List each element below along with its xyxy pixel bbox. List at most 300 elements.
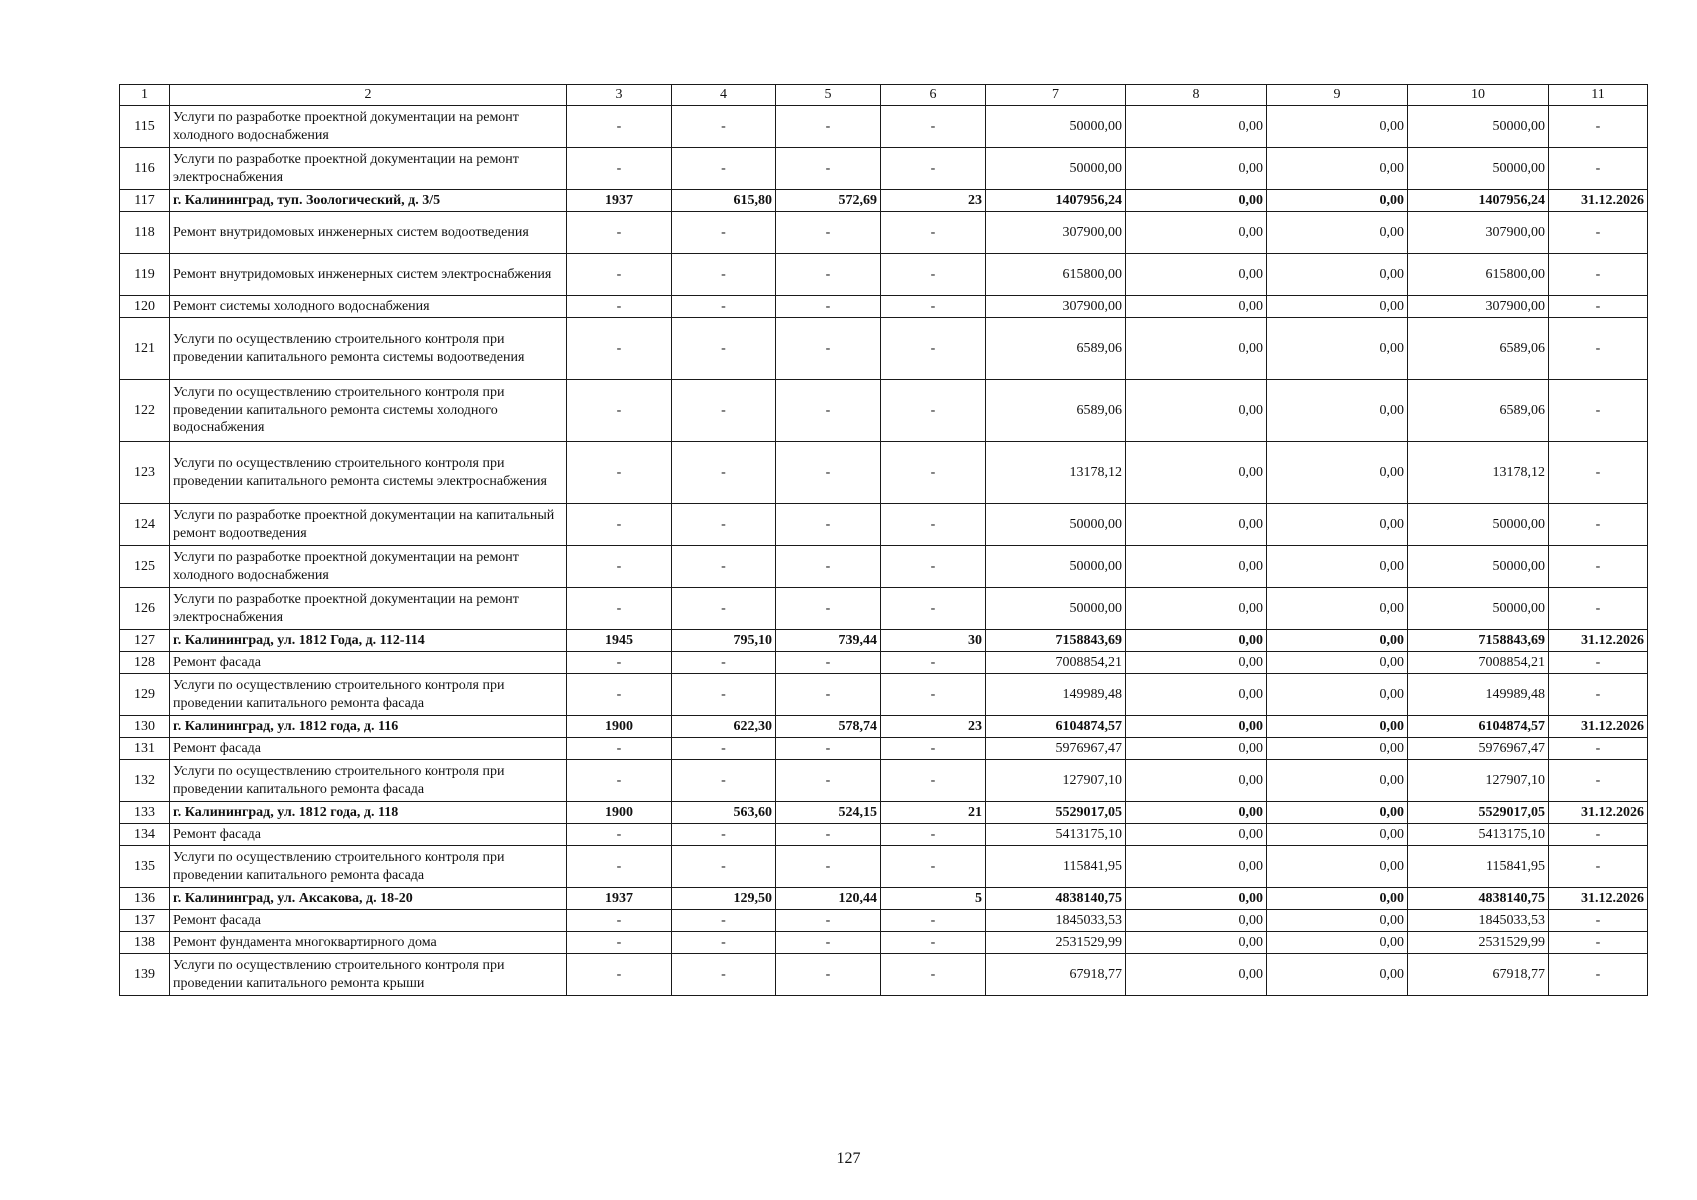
row-number-cell: 131 (120, 738, 170, 760)
column-header-1: 1 (120, 85, 170, 106)
column-number-header-row (120, 85, 1648, 106)
column-9-cell: 0,00 (1267, 674, 1408, 716)
column-9-cell: 0,00 (1267, 148, 1408, 190)
column-6-cell: - (881, 148, 986, 190)
completion-date-cell: - (1549, 212, 1648, 254)
column-8-cell: 0,00 (1126, 674, 1267, 716)
column-4-cell: - (672, 296, 776, 318)
column-6-cell: - (881, 504, 986, 546)
column-header-4: 4 (672, 85, 776, 106)
year-cell: - (567, 380, 672, 442)
column-5-cell: - (776, 442, 881, 504)
year-cell: - (567, 824, 672, 846)
completion-date-cell: - (1549, 652, 1648, 674)
column-header-2: 2 (170, 85, 567, 106)
column-4-cell: - (672, 738, 776, 760)
description-cell: Ремонт фасада (170, 738, 567, 760)
row-number-cell: 126 (120, 588, 170, 630)
column-8-cell: 0,00 (1126, 442, 1267, 504)
column-9-cell: 0,00 (1267, 190, 1408, 212)
column-8-cell: 0,00 (1126, 546, 1267, 588)
year-cell: - (567, 212, 672, 254)
description-cell: Ремонт фасада (170, 824, 567, 846)
column-9-cell: 0,00 (1267, 106, 1408, 148)
column-4-cell: - (672, 824, 776, 846)
capital-repair-table (119, 84, 1648, 996)
address-row (120, 630, 1648, 652)
column-5-cell: 572,69 (776, 190, 881, 212)
description-cell: Услуги по разработке проектной документации на ремонт холодного водоснабжения (170, 546, 567, 588)
column-10-cell: 127907,10 (1408, 760, 1549, 802)
column-5-cell: - (776, 212, 881, 254)
year-cell: - (567, 674, 672, 716)
year-cell: - (567, 910, 672, 932)
column-4-cell: 622,30 (672, 716, 776, 738)
row-number-cell: 135 (120, 846, 170, 888)
row-number-cell: 116 (120, 148, 170, 190)
year-cell: - (567, 932, 672, 954)
year-cell: - (567, 106, 672, 148)
work-item-row (120, 760, 1648, 802)
column-9-cell: 0,00 (1267, 630, 1408, 652)
work-item-row (120, 380, 1648, 442)
total-cost-cell: 615800,00 (986, 254, 1126, 296)
row-number-cell: 124 (120, 504, 170, 546)
column-9-cell: 0,00 (1267, 954, 1408, 996)
column-6-cell: - (881, 652, 986, 674)
address-row (120, 888, 1648, 910)
total-cost-cell: 50000,00 (986, 504, 1126, 546)
work-item-row (120, 318, 1648, 380)
column-8-cell: 0,00 (1126, 932, 1267, 954)
column-8-cell: 0,00 (1126, 716, 1267, 738)
row-number-cell: 133 (120, 802, 170, 824)
column-header-3: 3 (567, 85, 672, 106)
completion-date-cell: - (1549, 760, 1648, 802)
description-cell: Услуги по разработке проектной документации на ремонт электроснабжения (170, 588, 567, 630)
total-cost-cell: 5413175,10 (986, 824, 1126, 846)
completion-date-cell: - (1549, 254, 1648, 296)
total-cost-cell: 1845033,53 (986, 910, 1126, 932)
column-8-cell: 0,00 (1126, 254, 1267, 296)
page-number: 127 (836, 1150, 861, 1167)
total-cost-cell: 127907,10 (986, 760, 1126, 802)
column-9-cell: 0,00 (1267, 296, 1408, 318)
column-10-cell: 5976967,47 (1408, 738, 1549, 760)
column-5-cell: - (776, 254, 881, 296)
column-9-cell: 0,00 (1267, 380, 1408, 442)
completion-date-cell: 31.12.2026 (1549, 716, 1648, 738)
year-cell: 1900 (567, 802, 672, 824)
column-4-cell: - (672, 380, 776, 442)
column-8-cell: 0,00 (1126, 318, 1267, 380)
row-number-cell: 118 (120, 212, 170, 254)
year-cell: - (567, 954, 672, 996)
completion-date-cell: - (1549, 846, 1648, 888)
work-item-row (120, 846, 1648, 888)
column-9-cell: 0,00 (1267, 546, 1408, 588)
row-number-cell: 132 (120, 760, 170, 802)
column-5-cell: - (776, 652, 881, 674)
column-5-cell: - (776, 674, 881, 716)
row-number-cell: 134 (120, 824, 170, 846)
column-8-cell: 0,00 (1126, 738, 1267, 760)
column-5-cell: 578,74 (776, 716, 881, 738)
column-10-cell: 307900,00 (1408, 296, 1549, 318)
row-number-cell: 130 (120, 716, 170, 738)
total-cost-cell: 7008854,21 (986, 652, 1126, 674)
address-row (120, 190, 1648, 212)
column-6-cell: - (881, 932, 986, 954)
column-8-cell: 0,00 (1126, 910, 1267, 932)
column-6-cell: - (881, 254, 986, 296)
column-8-cell: 0,00 (1126, 296, 1267, 318)
column-10-cell: 115841,95 (1408, 846, 1549, 888)
description-cell: Ремонт системы холодного водоснабжения (170, 296, 567, 318)
total-cost-cell: 13178,12 (986, 442, 1126, 504)
work-item-row (120, 910, 1648, 932)
column-4-cell: - (672, 932, 776, 954)
column-8-cell: 0,00 (1126, 652, 1267, 674)
column-header-10: 10 (1408, 85, 1549, 106)
row-number-cell: 139 (120, 954, 170, 996)
column-header-9: 9 (1267, 85, 1408, 106)
completion-date-cell: - (1549, 380, 1648, 442)
work-item-row (120, 824, 1648, 846)
row-number-cell: 120 (120, 296, 170, 318)
column-8-cell: 0,00 (1126, 802, 1267, 824)
column-5-cell: - (776, 546, 881, 588)
year-cell: - (567, 504, 672, 546)
column-10-cell: 149989,48 (1408, 674, 1549, 716)
description-cell: Услуги по осуществлению строительного контроля при проведении капитального ремонта крыши (170, 954, 567, 996)
year-cell: - (567, 652, 672, 674)
column-4-cell: - (672, 318, 776, 380)
column-5-cell: - (776, 846, 881, 888)
description-cell: Услуги по осуществлению строительного контроля при проведении капитального ремонта фасада (170, 846, 567, 888)
column-8-cell: 0,00 (1126, 148, 1267, 190)
column-5-cell: 524,15 (776, 802, 881, 824)
column-10-cell: 50000,00 (1408, 148, 1549, 190)
column-header-5: 5 (776, 85, 881, 106)
column-10-cell: 1407956,24 (1408, 190, 1549, 212)
column-4-cell: - (672, 106, 776, 148)
column-4-cell: - (672, 910, 776, 932)
total-cost-cell: 50000,00 (986, 546, 1126, 588)
column-9-cell: 0,00 (1267, 212, 1408, 254)
column-header-6: 6 (881, 85, 986, 106)
work-item-row (120, 738, 1648, 760)
column-5-cell: - (776, 380, 881, 442)
column-9-cell: 0,00 (1267, 254, 1408, 296)
description-cell: г. Калининград, ул. 1812 года, д. 118 (170, 802, 567, 824)
column-8-cell: 0,00 (1126, 760, 1267, 802)
row-number-cell: 121 (120, 318, 170, 380)
column-10-cell: 7008854,21 (1408, 652, 1549, 674)
column-header-7: 7 (986, 85, 1126, 106)
column-9-cell: 0,00 (1267, 802, 1408, 824)
column-10-cell: 50000,00 (1408, 504, 1549, 546)
total-cost-cell: 149989,48 (986, 674, 1126, 716)
column-4-cell: 795,10 (672, 630, 776, 652)
total-cost-cell: 115841,95 (986, 846, 1126, 888)
completion-date-cell: - (1549, 824, 1648, 846)
column-8-cell: 0,00 (1126, 380, 1267, 442)
column-4-cell: - (672, 760, 776, 802)
year-cell: - (567, 846, 672, 888)
column-5-cell: - (776, 318, 881, 380)
work-item-row (120, 932, 1648, 954)
column-8-cell: 0,00 (1126, 888, 1267, 910)
column-9-cell: 0,00 (1267, 318, 1408, 380)
description-cell: Услуги по разработке проектной документации на капитальный ремонт водоотведения (170, 504, 567, 546)
column-6-cell: - (881, 318, 986, 380)
work-item-row (120, 588, 1648, 630)
column-6-cell: - (881, 760, 986, 802)
work-item-row (120, 954, 1648, 996)
year-cell: 1945 (567, 630, 672, 652)
column-4-cell: - (672, 954, 776, 996)
completion-date-cell: - (1549, 504, 1648, 546)
column-6-cell: 23 (881, 190, 986, 212)
column-6-cell: - (881, 380, 986, 442)
column-4-cell: 615,80 (672, 190, 776, 212)
column-6-cell: 30 (881, 630, 986, 652)
description-cell: Услуги по разработке проектной документации на ремонт холодного водоснабжения (170, 106, 567, 148)
row-number-cell: 125 (120, 546, 170, 588)
completion-date-cell: - (1549, 546, 1648, 588)
total-cost-cell: 307900,00 (986, 296, 1126, 318)
work-item-row (120, 106, 1648, 148)
row-number-cell: 117 (120, 190, 170, 212)
column-6-cell: - (881, 846, 986, 888)
column-10-cell: 2531529,99 (1408, 932, 1549, 954)
column-10-cell: 67918,77 (1408, 954, 1549, 996)
column-header-8: 8 (1126, 85, 1267, 106)
total-cost-cell: 6104874,57 (986, 716, 1126, 738)
column-5-cell: - (776, 760, 881, 802)
column-8-cell: 0,00 (1126, 504, 1267, 546)
address-row (120, 716, 1648, 738)
work-item-row (120, 504, 1648, 546)
year-cell: - (567, 546, 672, 588)
description-cell: г. Калининград, туп. Зоологический, д. 3/5 (170, 190, 567, 212)
column-header-11: 11 (1549, 85, 1648, 106)
table-body (120, 106, 1648, 996)
total-cost-cell: 50000,00 (986, 148, 1126, 190)
description-cell: г. Калининград, ул. Аксакова, д. 18-20 (170, 888, 567, 910)
column-6-cell: - (881, 212, 986, 254)
description-cell: Услуги по разработке проектной документации на ремонт электроснабжения (170, 148, 567, 190)
column-9-cell: 0,00 (1267, 824, 1408, 846)
description-cell: Услуги по осуществлению строительного контроля при проведении капитального ремонта системы электроснабжения (170, 442, 567, 504)
column-6-cell: 5 (881, 888, 986, 910)
year-cell: - (567, 442, 672, 504)
completion-date-cell: - (1549, 148, 1648, 190)
column-4-cell: - (672, 148, 776, 190)
work-item-row (120, 674, 1648, 716)
completion-date-cell: - (1549, 954, 1648, 996)
work-item-row (120, 148, 1648, 190)
total-cost-cell: 67918,77 (986, 954, 1126, 996)
column-10-cell: 615800,00 (1408, 254, 1549, 296)
completion-date-cell: - (1549, 932, 1648, 954)
column-4-cell: 129,50 (672, 888, 776, 910)
column-10-cell: 50000,00 (1408, 106, 1549, 148)
completion-date-cell: - (1549, 442, 1648, 504)
column-4-cell: - (672, 652, 776, 674)
column-6-cell: - (881, 954, 986, 996)
column-6-cell: 21 (881, 802, 986, 824)
work-item-row (120, 212, 1648, 254)
column-10-cell: 6589,06 (1408, 318, 1549, 380)
column-5-cell: - (776, 910, 881, 932)
column-5-cell: - (776, 296, 881, 318)
column-6-cell: 23 (881, 716, 986, 738)
column-10-cell: 6589,06 (1408, 380, 1549, 442)
column-4-cell: 563,60 (672, 802, 776, 824)
column-6-cell: - (881, 910, 986, 932)
column-8-cell: 0,00 (1126, 954, 1267, 996)
row-number-cell: 127 (120, 630, 170, 652)
completion-date-cell: 31.12.2026 (1549, 630, 1648, 652)
description-cell: Услуги по осуществлению строительного контроля при проведении капитального ремонта фасада (170, 674, 567, 716)
column-9-cell: 0,00 (1267, 846, 1408, 888)
row-number-cell: 136 (120, 888, 170, 910)
description-cell: Ремонт фундамента многоквартирного дома (170, 932, 567, 954)
work-item-row (120, 442, 1648, 504)
total-cost-cell: 4838140,75 (986, 888, 1126, 910)
completion-date-cell: - (1549, 674, 1648, 716)
column-10-cell: 307900,00 (1408, 212, 1549, 254)
column-9-cell: 0,00 (1267, 760, 1408, 802)
total-cost-cell: 50000,00 (986, 106, 1126, 148)
column-4-cell: - (672, 546, 776, 588)
total-cost-cell: 6589,06 (986, 318, 1126, 380)
column-9-cell: 0,00 (1267, 716, 1408, 738)
column-4-cell: - (672, 846, 776, 888)
column-4-cell: - (672, 442, 776, 504)
description-cell: г. Калининград, ул. 1812 Года, д. 112-114 (170, 630, 567, 652)
column-5-cell: - (776, 148, 881, 190)
completion-date-cell: - (1549, 296, 1648, 318)
year-cell: - (567, 318, 672, 380)
column-4-cell: - (672, 212, 776, 254)
column-5-cell: - (776, 932, 881, 954)
row-number-cell: 137 (120, 910, 170, 932)
column-5-cell: - (776, 588, 881, 630)
row-number-cell: 115 (120, 106, 170, 148)
row-number-cell: 123 (120, 442, 170, 504)
column-9-cell: 0,00 (1267, 888, 1408, 910)
row-number-cell: 122 (120, 380, 170, 442)
column-10-cell: 7158843,69 (1408, 630, 1549, 652)
column-4-cell: - (672, 674, 776, 716)
total-cost-cell: 1407956,24 (986, 190, 1126, 212)
year-cell: - (567, 148, 672, 190)
completion-date-cell: 31.12.2026 (1549, 190, 1648, 212)
column-5-cell: - (776, 106, 881, 148)
column-5-cell: 120,44 (776, 888, 881, 910)
completion-date-cell: - (1549, 106, 1648, 148)
column-9-cell: 0,00 (1267, 442, 1408, 504)
column-9-cell: 0,00 (1267, 738, 1408, 760)
total-cost-cell: 50000,00 (986, 588, 1126, 630)
column-9-cell: 0,00 (1267, 588, 1408, 630)
description-cell: Ремонт фасада (170, 910, 567, 932)
completion-date-cell: - (1549, 588, 1648, 630)
column-6-cell: - (881, 674, 986, 716)
column-6-cell: - (881, 738, 986, 760)
year-cell: - (567, 588, 672, 630)
column-8-cell: 0,00 (1126, 588, 1267, 630)
total-cost-cell: 2531529,99 (986, 932, 1126, 954)
completion-date-cell: - (1549, 910, 1648, 932)
column-10-cell: 4838140,75 (1408, 888, 1549, 910)
column-6-cell: - (881, 588, 986, 630)
row-number-cell: 119 (120, 254, 170, 296)
column-8-cell: 0,00 (1126, 824, 1267, 846)
column-10-cell: 13178,12 (1408, 442, 1549, 504)
column-6-cell: - (881, 296, 986, 318)
column-8-cell: 0,00 (1126, 212, 1267, 254)
total-cost-cell: 307900,00 (986, 212, 1126, 254)
year-cell: - (567, 738, 672, 760)
year-cell: 1937 (567, 888, 672, 910)
column-5-cell: - (776, 954, 881, 996)
column-6-cell: - (881, 442, 986, 504)
column-4-cell: - (672, 588, 776, 630)
work-item-row (120, 296, 1648, 318)
column-5-cell: 739,44 (776, 630, 881, 652)
year-cell: - (567, 760, 672, 802)
total-cost-cell: 5976967,47 (986, 738, 1126, 760)
column-10-cell: 5529017,05 (1408, 802, 1549, 824)
description-cell: Ремонт фасада (170, 652, 567, 674)
column-5-cell: - (776, 738, 881, 760)
year-cell: - (567, 254, 672, 296)
column-4-cell: - (672, 254, 776, 296)
column-5-cell: - (776, 504, 881, 546)
column-8-cell: 0,00 (1126, 846, 1267, 888)
total-cost-cell: 6589,06 (986, 380, 1126, 442)
description-cell: Услуги по осуществлению строительного контроля при проведении капитального ремонта системы водоотведения (170, 318, 567, 380)
column-8-cell: 0,00 (1126, 106, 1267, 148)
column-10-cell: 6104874,57 (1408, 716, 1549, 738)
column-9-cell: 0,00 (1267, 932, 1408, 954)
total-cost-cell: 5529017,05 (986, 802, 1126, 824)
year-cell: 1900 (567, 716, 672, 738)
completion-date-cell: - (1549, 738, 1648, 760)
description-cell: г. Калининград, ул. 1812 года, д. 116 (170, 716, 567, 738)
description-cell: Услуги по осуществлению строительного контроля при проведении капитального ремонта системы холодного водоснабжения (170, 380, 567, 442)
column-5-cell: - (776, 824, 881, 846)
column-10-cell: 1845033,53 (1408, 910, 1549, 932)
work-item-row (120, 546, 1648, 588)
year-cell: - (567, 296, 672, 318)
column-10-cell: 50000,00 (1408, 546, 1549, 588)
column-6-cell: - (881, 824, 986, 846)
column-9-cell: 0,00 (1267, 652, 1408, 674)
work-item-row (120, 652, 1648, 674)
column-8-cell: 0,00 (1126, 190, 1267, 212)
column-6-cell: - (881, 106, 986, 148)
work-item-row (120, 254, 1648, 296)
address-row (120, 802, 1648, 824)
row-number-cell: 138 (120, 932, 170, 954)
completion-date-cell: 31.12.2026 (1549, 888, 1648, 910)
total-cost-cell: 7158843,69 (986, 630, 1126, 652)
